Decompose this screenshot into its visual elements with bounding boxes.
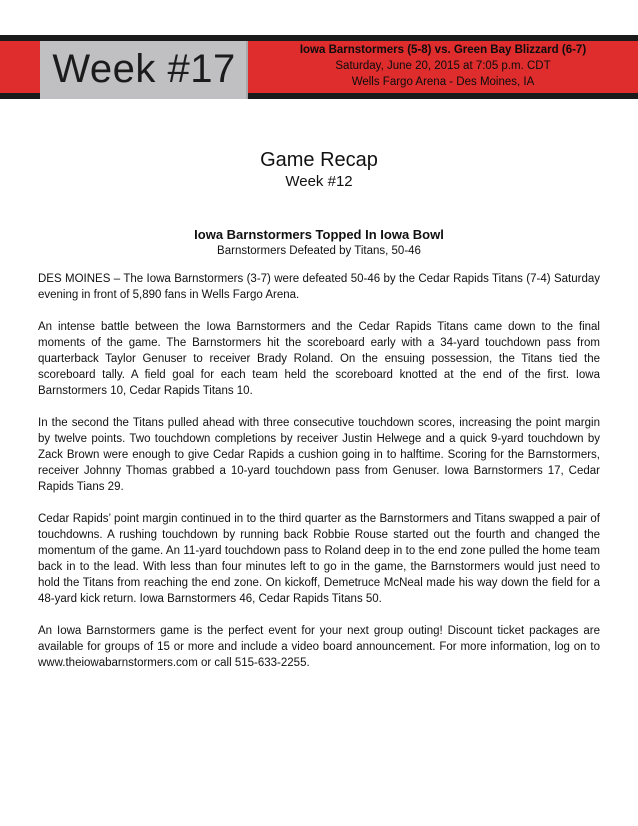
week-label: Week #17: [52, 47, 236, 91]
game-venue: Wells Fargo Arena - Des Moines, IA: [351, 76, 535, 88]
article-body: [38, 271, 600, 687]
article-subheadline: Barnstormers Defeated by Titans, 50-46: [217, 245, 421, 257]
article-paragraph: An intense battle between the Iowa Barnstormers and the Cedar Rapids Titans came down to the final moments of the game. The Barnstormers hit the scoreboard early with a 34-yard touchdown pass from quarterback Taylor Genuser to receiver Brady Roland. On the ensuing possession, the Titans tied the scoreboard tally. A field goal for each team held the scoreboard knotted at the end of the first. Iowa Barnstormers 10, Cedar Rapids Titans 10.: [38, 321, 600, 397]
article-paragraph: An Iowa Barnstormers game is the perfect event for your next group outing! Discount ticket packages are available for groups of 15 or more and include a video board announcement. For more information, log on to www.theiowabarnstormers.com or call 515-633-2255.: [38, 625, 600, 669]
article-paragraph: DES MOINES – The Iowa Barnstormers (3-7) were defeated 50-46 by the Cedar Rapids Titans (7-4) Saturday evening in front of 5,890 fans in Wells Fargo Arena.: [38, 273, 600, 301]
recap-title: Game Recap: [260, 149, 378, 171]
matchup-text: Iowa Barnstormers (5-8) vs. Green Bay Blizzard (6-7): [299, 44, 587, 56]
game-info: [248, 42, 638, 90]
article-paragraph: In the second the Titans pulled ahead with three consecutive touchdown scores, increasing the point margin by twelve points. Two touchdown completions by receiver Justin Helwege and a quick 9-yard touchdown by Zack Brown were enough to give Cedar Rapids a cushion going in to halftime. Scoring for the Barnstormers, receiver Johnny Thomas grabbed a 10-yard touchdown pass from Genuser. Iowa Barnstormers 17, Cedar Rapids Tians 29.: [38, 417, 600, 493]
article-paragraph: Cedar Rapids’ point margin continued in to the third quarter as the Barnstormers and Titans swapped a pair of touchdowns. A rushing touchdown by running back Robbie Rouse started out the fourth and changed the momentum of the game. An 11-yard touchdown pass to Roland deep in to the end zone pulled the home team back in to the lead. With less than four minutes left to go in the game, the Barnstormers would just need to hold the Titans from reaching the end zone. On kickoff, Demetruce McNeal made his way down the field for a 48-yard kick return. Iowa Barnstormers 46, Cedar Rapids Titans 50.: [38, 513, 600, 605]
game-datetime: Saturday, June 20, 2015 at 7:05 p.m. CDT: [335, 60, 551, 72]
article-headline: Iowa Barnstormers Topped In Iowa Bowl: [194, 227, 444, 242]
recap-week: Week #12: [285, 173, 353, 190]
week-badge: [40, 41, 248, 99]
